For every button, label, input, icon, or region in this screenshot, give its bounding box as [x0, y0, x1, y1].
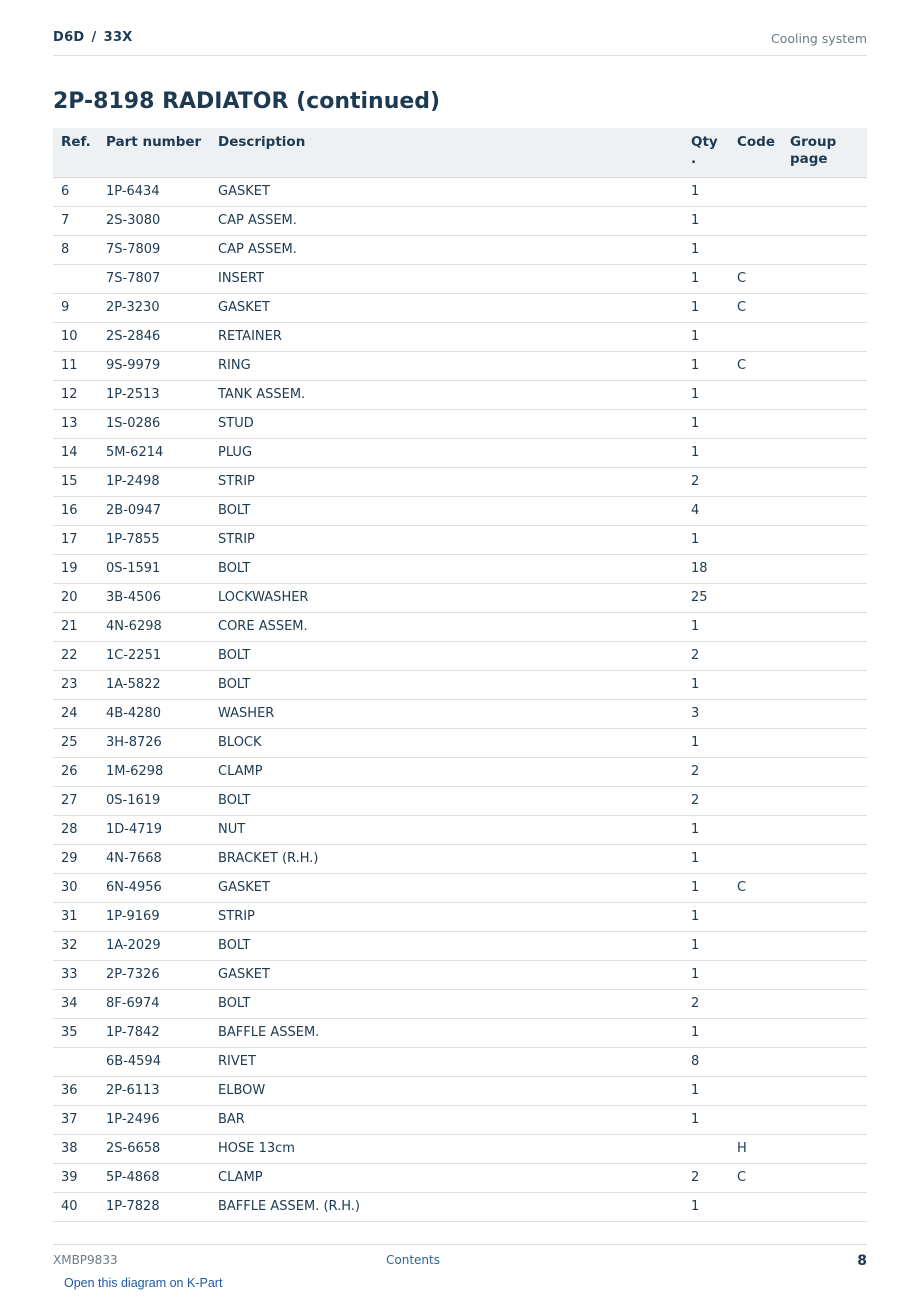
- row-qty: 1: [683, 322, 729, 351]
- row-ref: 37: [53, 1105, 98, 1134]
- row-part-number: 0S-1619: [98, 786, 210, 815]
- table-row: [53, 525, 867, 554]
- row-qty: 8: [683, 1047, 729, 1076]
- row-qty: 1: [683, 612, 729, 641]
- row-ref: 9: [53, 293, 98, 322]
- row-part-number: 7S-7809: [98, 235, 210, 264]
- row-part-number: 8F-6974: [98, 989, 210, 1018]
- row-part-number: 1P-2498: [98, 467, 210, 496]
- row-ref: 14: [53, 438, 98, 467]
- row-group-page: [782, 583, 867, 612]
- table-row: [53, 496, 867, 525]
- page-title: [53, 89, 440, 114]
- row-code: [729, 960, 782, 989]
- row-group-page: [782, 409, 867, 438]
- row-ref: 32: [53, 931, 98, 960]
- row-group-page: [782, 1134, 867, 1163]
- row-code: [729, 612, 782, 641]
- row-group-page: [782, 351, 867, 380]
- row-description: BRACKET (R.H.): [210, 844, 683, 873]
- row-group-page: [782, 264, 867, 293]
- row-code: [729, 757, 782, 786]
- table-row: [53, 409, 867, 438]
- row-description: GASKET: [210, 873, 683, 902]
- row-part-number: 1P-7855: [98, 525, 210, 554]
- table-row: [53, 1192, 867, 1221]
- row-qty: 1: [683, 264, 729, 293]
- row-qty: 1: [683, 844, 729, 873]
- row-group-page: [782, 1192, 867, 1221]
- row-group-page: [782, 293, 867, 322]
- row-ref: 29: [53, 844, 98, 873]
- row-part-number: 1A-2029: [98, 931, 210, 960]
- row-description: NUT: [210, 815, 683, 844]
- row-description: RING: [210, 351, 683, 380]
- row-qty: 2: [683, 1163, 729, 1192]
- model-serial: [53, 30, 133, 45]
- row-qty: 1: [683, 235, 729, 264]
- row-qty: 1: [683, 902, 729, 931]
- table-row: [53, 293, 867, 322]
- row-description: LOCKWASHER: [210, 583, 683, 612]
- page-footer: [53, 1244, 867, 1269]
- row-description: CAP ASSEM.: [210, 235, 683, 264]
- row-code: [729, 1076, 782, 1105]
- table-row: [53, 1018, 867, 1047]
- row-description: GASKET: [210, 293, 683, 322]
- row-group-page: [782, 1076, 867, 1105]
- row-description: CAP ASSEM.: [210, 206, 683, 235]
- row-part-number: 6N-4956: [98, 873, 210, 902]
- row-description: GASKET: [210, 177, 683, 206]
- row-ref: 20: [53, 583, 98, 612]
- row-description: BOLT: [210, 786, 683, 815]
- row-code: C: [729, 293, 782, 322]
- row-code: [729, 380, 782, 409]
- row-part-number: 1P-9169: [98, 902, 210, 931]
- row-description: RETAINER: [210, 322, 683, 351]
- row-code: C: [729, 264, 782, 293]
- row-qty: 1: [683, 206, 729, 235]
- row-ref: 16: [53, 496, 98, 525]
- row-part-number: 1P-6434: [98, 177, 210, 206]
- row-description: BAR: [210, 1105, 683, 1134]
- row-ref: 27: [53, 786, 98, 815]
- row-description: BOLT: [210, 641, 683, 670]
- row-ref: [53, 1047, 98, 1076]
- assembly-name: 2P-8198 RADIATOR: [53, 89, 289, 114]
- row-part-number: 2S-2846: [98, 322, 210, 351]
- table-row: [53, 699, 867, 728]
- row-group-page: [782, 728, 867, 757]
- row-description: CLAMP: [210, 757, 683, 786]
- col-code: Code: [729, 128, 782, 177]
- row-group-page: [782, 525, 867, 554]
- row-description: CORE ASSEM.: [210, 612, 683, 641]
- row-description: BLOCK: [210, 728, 683, 757]
- row-code: [729, 786, 782, 815]
- col-qty-line2: .: [691, 151, 697, 167]
- parts-table: [53, 128, 867, 1222]
- row-qty: 18: [683, 554, 729, 583]
- row-part-number: 6B-4594: [98, 1047, 210, 1076]
- open-kpart-link[interactable]: Open this diagram on K-Part: [64, 1276, 223, 1290]
- table-row: [53, 960, 867, 989]
- table-row: [53, 467, 867, 496]
- table-row: [53, 757, 867, 786]
- row-qty: 1: [683, 1192, 729, 1221]
- row-group-page: [782, 177, 867, 206]
- row-group-page: [782, 757, 867, 786]
- row-ref: 40: [53, 1192, 98, 1221]
- row-group-page: [782, 380, 867, 409]
- row-group-page: [782, 496, 867, 525]
- table-row: [53, 177, 867, 206]
- row-part-number: 1S-0286: [98, 409, 210, 438]
- continued-label: (continued): [296, 89, 441, 114]
- row-qty: 1: [683, 351, 729, 380]
- row-group-page: [782, 1163, 867, 1192]
- table-row: [53, 351, 867, 380]
- row-qty: 1: [683, 960, 729, 989]
- row-ref: 10: [53, 322, 98, 351]
- row-ref: 35: [53, 1018, 98, 1047]
- row-code: [729, 206, 782, 235]
- row-qty: 3: [683, 699, 729, 728]
- row-code: [729, 409, 782, 438]
- row-code: [729, 235, 782, 264]
- row-qty: 1: [683, 728, 729, 757]
- table-row: [53, 612, 867, 641]
- row-code: [729, 1047, 782, 1076]
- row-description: STRIP: [210, 467, 683, 496]
- row-description: BOLT: [210, 670, 683, 699]
- table-row: [53, 902, 867, 931]
- col-qty-line1: Qty: [691, 134, 718, 150]
- row-ref: 33: [53, 960, 98, 989]
- row-code: [729, 1105, 782, 1134]
- col-group-line2: page: [790, 151, 828, 167]
- row-part-number: 2P-6113: [98, 1076, 210, 1105]
- row-ref: 36: [53, 1076, 98, 1105]
- table-row: [53, 989, 867, 1018]
- model-separator: /: [91, 30, 97, 45]
- row-code: C: [729, 1163, 782, 1192]
- row-qty: 1: [683, 1018, 729, 1047]
- row-qty: 1: [683, 670, 729, 699]
- row-qty: 4: [683, 496, 729, 525]
- col-group-page: [782, 128, 867, 177]
- row-ref: [53, 264, 98, 293]
- row-code: [729, 177, 782, 206]
- row-ref: 38: [53, 1134, 98, 1163]
- row-group-page: [782, 206, 867, 235]
- col-description: Description: [210, 128, 683, 177]
- row-group-page: [782, 815, 867, 844]
- col-part-number: Part number: [98, 128, 210, 177]
- table-row: [53, 641, 867, 670]
- table-row: [53, 1163, 867, 1192]
- row-part-number: 9S-9979: [98, 351, 210, 380]
- table-row: [53, 931, 867, 960]
- row-ref: 26: [53, 757, 98, 786]
- row-part-number: 1C-2251: [98, 641, 210, 670]
- row-qty: 1: [683, 1105, 729, 1134]
- row-code: [729, 583, 782, 612]
- row-part-number: 1P-2513: [98, 380, 210, 409]
- row-ref: 25: [53, 728, 98, 757]
- row-part-number: 4N-7668: [98, 844, 210, 873]
- row-part-number: 1M-6298: [98, 757, 210, 786]
- row-description: BOLT: [210, 931, 683, 960]
- row-part-number: 1P-7842: [98, 1018, 210, 1047]
- row-group-page: [782, 1105, 867, 1134]
- row-code: [729, 902, 782, 931]
- table-row: [53, 815, 867, 844]
- row-description: BOLT: [210, 989, 683, 1018]
- row-qty: 1: [683, 1076, 729, 1105]
- row-description: TANK ASSEM.: [210, 380, 683, 409]
- row-ref: 11: [53, 351, 98, 380]
- row-description: STRIP: [210, 525, 683, 554]
- row-ref: 8: [53, 235, 98, 264]
- row-code: [729, 525, 782, 554]
- row-code: [729, 931, 782, 960]
- row-part-number: 3H-8726: [98, 728, 210, 757]
- row-code: C: [729, 873, 782, 902]
- row-code: [729, 496, 782, 525]
- row-group-page: [782, 873, 867, 902]
- row-code: [729, 844, 782, 873]
- row-part-number: 0S-1591: [98, 554, 210, 583]
- row-qty: 2: [683, 757, 729, 786]
- table-row: [53, 1105, 867, 1134]
- table-row: [53, 1134, 867, 1163]
- row-description: HOSE 13cm: [210, 1134, 683, 1163]
- row-code: [729, 989, 782, 1018]
- row-group-page: [782, 844, 867, 873]
- table-row: [53, 583, 867, 612]
- row-code: C: [729, 351, 782, 380]
- model-code: D6D: [53, 30, 85, 45]
- table-row: [53, 670, 867, 699]
- row-group-page: [782, 699, 867, 728]
- row-ref: 17: [53, 525, 98, 554]
- table-row: [53, 873, 867, 902]
- row-description: GASKET: [210, 960, 683, 989]
- row-group-page: [782, 641, 867, 670]
- row-description: BOLT: [210, 496, 683, 525]
- row-ref: 15: [53, 467, 98, 496]
- row-part-number: 2S-3080: [98, 206, 210, 235]
- row-group-page: [782, 438, 867, 467]
- row-qty: [683, 1134, 729, 1163]
- table-row: [53, 728, 867, 757]
- row-part-number: 1D-4719: [98, 815, 210, 844]
- row-qty: 1: [683, 931, 729, 960]
- row-group-page: [782, 1018, 867, 1047]
- table-row: [53, 1076, 867, 1105]
- table-row: [53, 438, 867, 467]
- table-row: [53, 235, 867, 264]
- table-row: [53, 322, 867, 351]
- row-code: [729, 554, 782, 583]
- row-description: INSERT: [210, 264, 683, 293]
- row-group-page: [782, 960, 867, 989]
- contents-link[interactable]: Contents: [386, 1253, 440, 1267]
- row-part-number: 5P-4868: [98, 1163, 210, 1192]
- row-description: PLUG: [210, 438, 683, 467]
- row-group-page: [782, 1047, 867, 1076]
- row-qty: 2: [683, 641, 729, 670]
- row-qty: 1: [683, 380, 729, 409]
- row-description: BOLT: [210, 554, 683, 583]
- row-group-page: [782, 554, 867, 583]
- row-part-number: 2S-6658: [98, 1134, 210, 1163]
- row-code: [729, 1018, 782, 1047]
- table-row: [53, 206, 867, 235]
- row-ref: 7: [53, 206, 98, 235]
- page-number: 8: [857, 1253, 867, 1269]
- col-qty: [683, 128, 729, 177]
- row-qty: 2: [683, 467, 729, 496]
- row-ref: 22: [53, 641, 98, 670]
- row-qty: 2: [683, 989, 729, 1018]
- row-part-number: 2P-7326: [98, 960, 210, 989]
- row-part-number: 4B-4280: [98, 699, 210, 728]
- row-part-number: 2B-0947: [98, 496, 210, 525]
- row-code: [729, 728, 782, 757]
- row-group-page: [782, 786, 867, 815]
- row-code: [729, 699, 782, 728]
- row-part-number: 3B-4506: [98, 583, 210, 612]
- table-row: [53, 844, 867, 873]
- col-group-line1: Group: [790, 134, 837, 150]
- row-description: STUD: [210, 409, 683, 438]
- table-row: [53, 1047, 867, 1076]
- row-group-page: [782, 989, 867, 1018]
- row-code: [729, 322, 782, 351]
- row-part-number: 1A-5822: [98, 670, 210, 699]
- row-ref: 19: [53, 554, 98, 583]
- row-description: RIVET: [210, 1047, 683, 1076]
- table-row: [53, 380, 867, 409]
- row-qty: 25: [683, 583, 729, 612]
- row-code: [729, 670, 782, 699]
- serial-prefix: 33X: [103, 30, 133, 45]
- row-ref: 23: [53, 670, 98, 699]
- row-qty: 1: [683, 409, 729, 438]
- row-group-page: [782, 670, 867, 699]
- parts-table-body: [53, 177, 867, 1221]
- row-part-number: 4N-6298: [98, 612, 210, 641]
- row-description: STRIP: [210, 902, 683, 931]
- row-group-page: [782, 235, 867, 264]
- row-qty: 1: [683, 293, 729, 322]
- row-qty: 1: [683, 525, 729, 554]
- document-id: XMBP9833: [53, 1253, 118, 1267]
- row-ref: 28: [53, 815, 98, 844]
- row-code: [729, 815, 782, 844]
- row-part-number: 5M-6214: [98, 438, 210, 467]
- row-code: [729, 467, 782, 496]
- row-ref: 13: [53, 409, 98, 438]
- row-code: [729, 641, 782, 670]
- row-qty: 2: [683, 786, 729, 815]
- section-name: Cooling system: [771, 31, 867, 46]
- row-part-number: 2P-3230: [98, 293, 210, 322]
- row-description: CLAMP: [210, 1163, 683, 1192]
- row-part-number: 1P-2496: [98, 1105, 210, 1134]
- row-group-page: [782, 612, 867, 641]
- row-ref: 34: [53, 989, 98, 1018]
- row-part-number: 1P-7828: [98, 1192, 210, 1221]
- row-code: [729, 1192, 782, 1221]
- row-qty: 1: [683, 815, 729, 844]
- page-header: [53, 28, 867, 56]
- row-group-page: [782, 322, 867, 351]
- row-group-page: [782, 931, 867, 960]
- col-ref: Ref.: [53, 128, 98, 177]
- table-row: [53, 786, 867, 815]
- row-group-page: [782, 467, 867, 496]
- row-qty: 1: [683, 438, 729, 467]
- row-description: WASHER: [210, 699, 683, 728]
- row-ref: 24: [53, 699, 98, 728]
- row-code: H: [729, 1134, 782, 1163]
- table-row: [53, 264, 867, 293]
- table-row: [53, 554, 867, 583]
- row-description: ELBOW: [210, 1076, 683, 1105]
- row-part-number: 7S-7807: [98, 264, 210, 293]
- row-ref: 39: [53, 1163, 98, 1192]
- row-code: [729, 438, 782, 467]
- row-group-page: [782, 902, 867, 931]
- row-qty: 1: [683, 873, 729, 902]
- row-ref: 6: [53, 177, 98, 206]
- row-ref: 31: [53, 902, 98, 931]
- row-ref: 21: [53, 612, 98, 641]
- row-qty: 1: [683, 177, 729, 206]
- row-description: BAFFLE ASSEM.: [210, 1018, 683, 1047]
- row-ref: 12: [53, 380, 98, 409]
- row-ref: 30: [53, 873, 98, 902]
- row-description: BAFFLE ASSEM. (R.H.): [210, 1192, 683, 1221]
- table-header-row: [53, 128, 867, 177]
